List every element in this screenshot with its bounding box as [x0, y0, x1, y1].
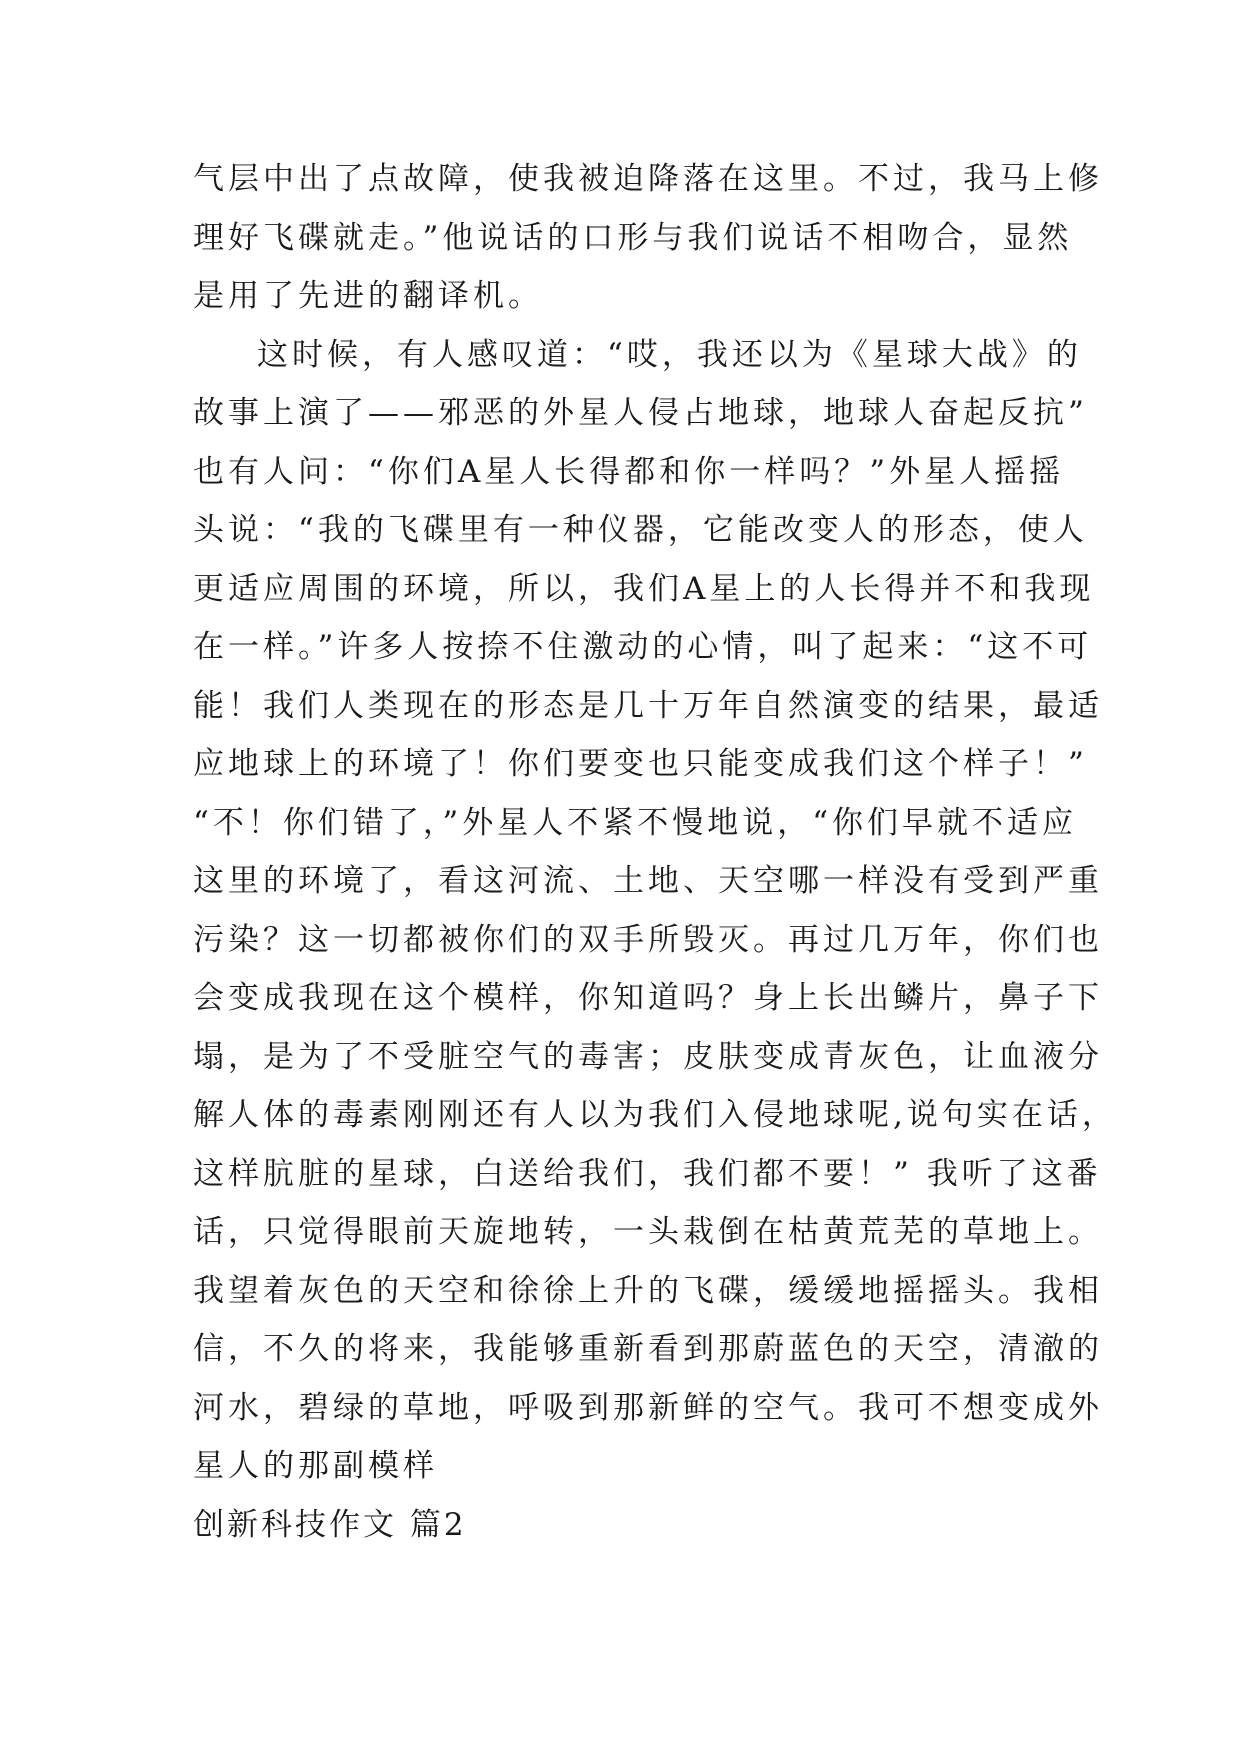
paragraph-1 — [193, 150, 1103, 326]
paragraph-2 — [193, 326, 1117, 1496]
text-line: 塌，是为了不受脏空气的毒害；皮肤变成青灰色，让血液分 — [193, 1038, 1103, 1075]
text-line: 头说：“我的飞碟里有一种仪器，它能改变人的形态，使人 — [193, 512, 1088, 548]
text-line: 污染？这一切都被你们的双手所毁灭。再过几万年，你们也 — [193, 921, 1103, 958]
text-line: 这时候，有人感叹道：“哎，我还以为《星球大战》的 — [257, 336, 1082, 373]
text-line: 在一样。”许多人按捺不住激动的心情，叫了起来：“这不可 — [193, 629, 1093, 665]
text-line: 气层中出了点故障，使我被迫降落在这里。不过，我马上修 — [193, 161, 1103, 197]
text-line: 能！我们人类现在的形态是几十万年自然演变的结果，最适 — [193, 687, 1103, 724]
text-line: 应地球上的环境了！你们要变也只能变成我们这个样子！” — [193, 746, 1088, 782]
text-line: 会变成我现在这个模样，你知道吗？身上长出鳞片，鼻子下 — [193, 980, 1103, 1016]
text-line: 更适应周围的环境，所以，我们A星上的人长得并不和我现 — [193, 570, 1095, 607]
text-line: 是用了先进的翻译机。 — [193, 278, 543, 314]
text-line: 河水，碧绿的草地，呼吸到那新鲜的空气。我可不想变成外 — [193, 1389, 1103, 1426]
text-line: 信，不久的将来，我能够重新看到那蔚蓝色的天空，清澈的 — [193, 1331, 1103, 1367]
text-line: 我望着灰色的天空和徐徐上升的飞碟，缓缓地摇摇头。我相 — [193, 1272, 1103, 1309]
text-line: 星人的那副模样 — [193, 1448, 438, 1484]
text-line: “不！你们错了，”外星人不紧不慢地说，“你们早就不适应 — [193, 804, 1078, 841]
text-line: 故事上演了——邪恶的外星人侵占地球，地球人奋起反抗” — [193, 395, 1088, 431]
text-line: 这里的环境了，看这河流、土地、天空哪一样没有受到严重 — [193, 863, 1103, 899]
text-line: 解人体的毒素刚刚还有人以为我们入侵地球呢,说句实在话， — [193, 1097, 1117, 1133]
text-line: 理好飞碟就走。”他说话的口形与我们说话不相吻合，显然 — [193, 219, 1073, 256]
text-line: 也有人问：“你们A星人长得都和你一样吗？”外星人摇摇 — [193, 453, 1065, 490]
document-body — [193, 150, 1117, 1554]
text-line: 这样肮脏的星球，白送给我们，我们都不要！” 我听了这番 — [193, 1155, 1102, 1192]
section-heading: 创新科技作文 篇2 — [193, 1506, 467, 1543]
text-line: 话，只觉得眼前天旋地转，一头栽倒在枯黄荒芜的草地上。 — [193, 1214, 1103, 1250]
